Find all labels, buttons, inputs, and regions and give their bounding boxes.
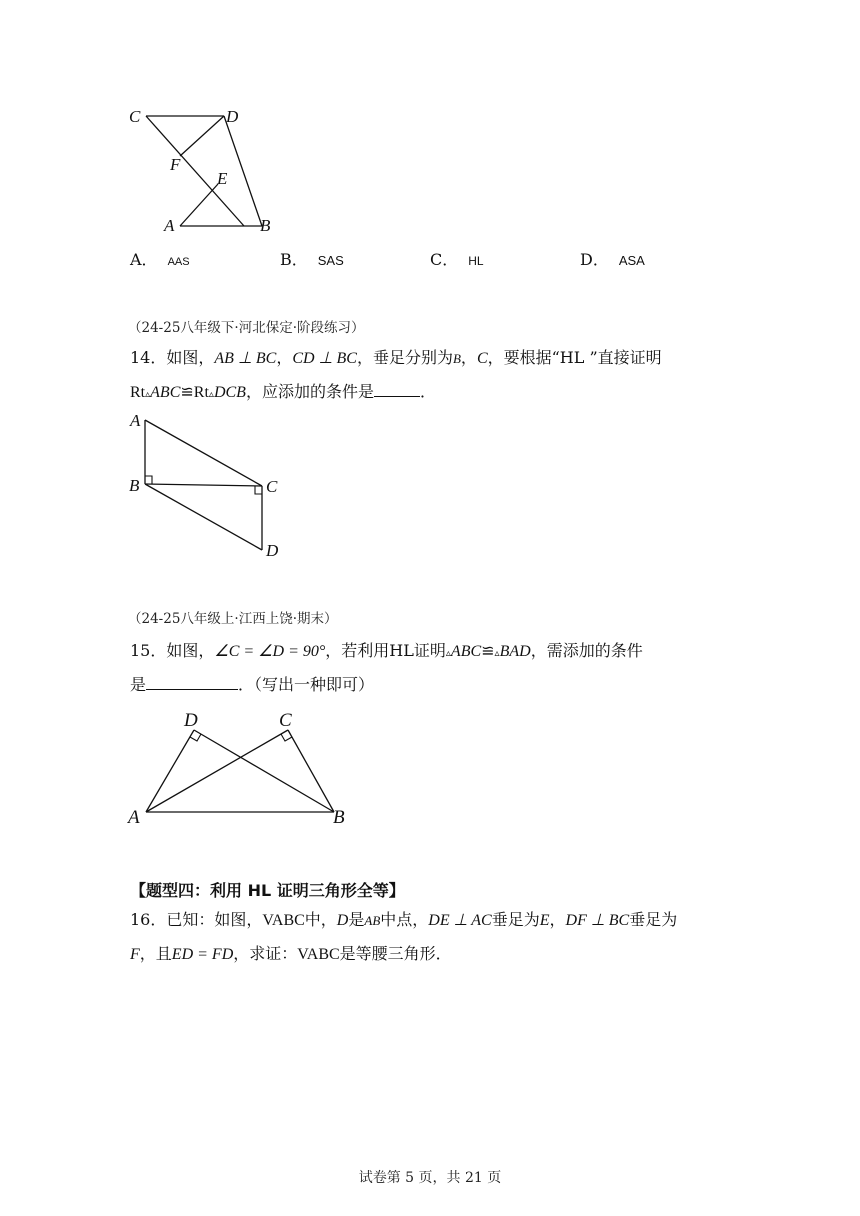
page-footer: 试卷第 5 页，共 21 页 (358, 1170, 502, 1186)
q16-t5: 垂足为 (491, 910, 540, 929)
q16-point-e: E (539, 912, 550, 929)
label-E: E (217, 169, 228, 188)
option-a-letter: A． (130, 250, 158, 269)
q15-answer-blank[interactable] (146, 677, 238, 690)
option-d-value: ASA (618, 253, 645, 268)
option-c-letter: C． (430, 250, 459, 269)
q14-text1: 如图， (166, 348, 215, 367)
option-b-letter: B． (280, 250, 308, 269)
q14-sep: ， (276, 348, 293, 367)
label-C: C (266, 477, 278, 496)
q16-line1 (130, 912, 677, 929)
option-c (430, 247, 484, 270)
q16-ab: AB (364, 913, 381, 928)
q14-cong: ≌ (180, 384, 194, 401)
q15-tri2: BAD (499, 643, 531, 660)
q15-source: （24-25八年级上·江西上饶·期末） (128, 611, 338, 627)
q14-rt1: Rt (130, 384, 146, 401)
seg-db (194, 730, 334, 812)
q15-line2-start: 是 (130, 675, 147, 694)
label-D: D (266, 541, 279, 560)
seg-bd (145, 484, 262, 550)
triangle-icon: ▵ (208, 389, 214, 400)
q14-text3: ，要根据“HL ”直接证明 (487, 348, 662, 367)
q16-eq: ED = FD (171, 946, 234, 963)
option-b (280, 247, 344, 270)
seg-ac (145, 420, 262, 486)
q14-condition1: AB ⊥ BC (214, 350, 277, 367)
q15-angle-eq: ∠C = ∠D = 90° (214, 643, 326, 660)
q14-text2: ，垂足分别为 (356, 348, 453, 367)
q15-line1 (130, 643, 643, 660)
q14-condition2: CD ⊥ BC (292, 350, 357, 367)
q14-line1 (130, 350, 662, 367)
q16-condition1: DE ⊥ AC (428, 912, 492, 929)
section-title: 【题型四：利用 HL 证明三角形全等】 (130, 881, 405, 900)
q14-rt2: Rt (193, 384, 209, 401)
q16-t1: 已知：如图， (166, 910, 263, 929)
q15-line2-end: ．（写出一种即可） (238, 675, 375, 694)
option-d-letter: D． (580, 250, 609, 269)
q14-source: （24-25八年级下·河北保定·阶段练习） (128, 320, 365, 336)
q14-tri2: DCB (213, 384, 246, 401)
seg-d-down (180, 116, 224, 156)
q14-line2 (130, 384, 436, 401)
q16-tri: VABC (262, 912, 305, 929)
q16-point-d: D (336, 912, 349, 929)
label-A: A (128, 807, 140, 828)
q14-number: 14． (130, 348, 167, 367)
q15-text3: ，需添加的条件 (530, 641, 643, 660)
label-B: B (333, 807, 345, 828)
q15-number: 15． (130, 641, 167, 660)
q16-t10: 是等腰三角形． (339, 944, 452, 963)
label-D: D (226, 107, 239, 126)
q16-tri2: VABC (297, 946, 340, 963)
triangle-icon: ▵ (494, 648, 500, 659)
right-angle-b (145, 476, 152, 484)
triangle-icon: ▵ (445, 648, 451, 659)
q16-line2 (130, 946, 452, 963)
q14-tri1: ABC (150, 384, 181, 401)
seg-bc (145, 484, 262, 486)
seg-a-e (180, 184, 218, 226)
label-C: C (129, 107, 141, 126)
q16-t3: 是 (348, 910, 365, 929)
option-a-value: AAS (167, 256, 190, 268)
right-angle-c (255, 486, 262, 494)
q16-t6: ， (549, 910, 566, 929)
q14-end: ． (419, 382, 436, 401)
label-A: A (130, 411, 141, 430)
seg-ad (146, 730, 194, 812)
label-D: D (184, 710, 198, 731)
seg-cb (288, 730, 334, 812)
q16-t9: ，求证： (233, 944, 298, 963)
q13-figure (120, 100, 290, 240)
q15-cong: ≌ (481, 643, 495, 660)
q16-condition2: DF ⊥ BC (565, 912, 630, 929)
q16-t4: 中点， (380, 910, 429, 929)
q14-answer-blank[interactable] (374, 384, 420, 397)
option-a (130, 247, 190, 270)
option-b-value: SAS (317, 253, 344, 268)
q14-point-c: C (476, 350, 488, 367)
label-B: B (260, 216, 271, 235)
q16-number: 16． (130, 910, 167, 929)
q14-figure (120, 408, 300, 568)
q16-t2: 中， (304, 910, 337, 929)
q15-text1: 如图， (166, 641, 215, 660)
label-C: C (279, 710, 292, 731)
label-A: A (164, 216, 175, 235)
label-F: F (170, 155, 181, 174)
q16-t8: ，且 (139, 944, 172, 963)
q14-sep2: ， (460, 348, 477, 367)
q15-tri1: ABC (450, 643, 482, 660)
q15-figure (120, 706, 360, 836)
label-B: B (129, 476, 140, 495)
q15-text2: ，若利用HL证明 (325, 641, 446, 660)
seg-ac (146, 730, 288, 812)
q16-t7: 垂足为 (629, 910, 678, 929)
q15-line2 (130, 677, 374, 693)
q14-point-b: B (452, 351, 461, 366)
option-c-value: HL (468, 254, 484, 268)
q14-text4: ，应添加的条件是 (245, 382, 374, 401)
option-d (580, 247, 645, 270)
q16-point-f: F (130, 946, 140, 963)
triangle-icon: ▵ (145, 389, 151, 400)
